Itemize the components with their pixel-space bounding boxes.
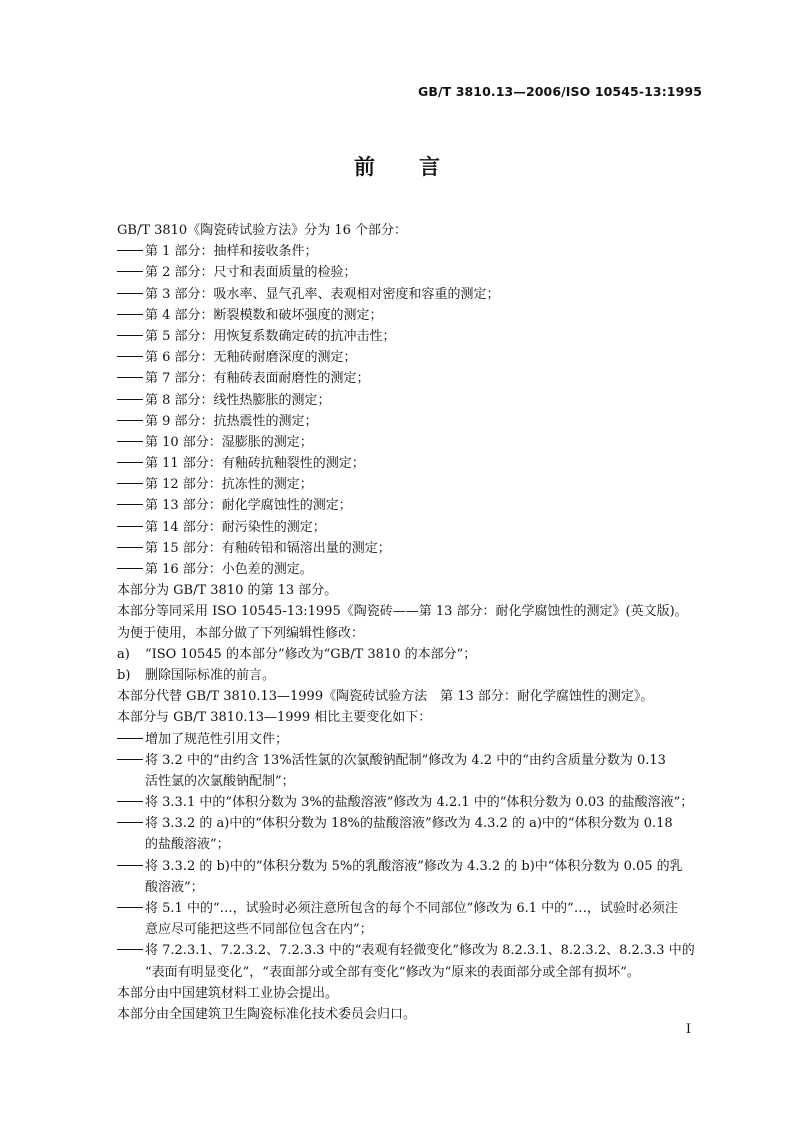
part-list-item [117, 411, 707, 432]
change-first-line [117, 750, 707, 771]
part-list-item [117, 559, 707, 580]
part-list-item [117, 284, 707, 305]
change-list-text: 意应尽可能把这些不同部位包含在内”； [145, 922, 373, 938]
em-dash-mark [117, 822, 143, 823]
change-list-text: 酸溶液”； [145, 879, 204, 895]
part-list-item [117, 326, 707, 347]
change-list-text: 将 3.2 中的“由约含 13%活性氯的次氯酸钠配制”修改为 4.2 中的“由约含质量分数为 0.13 [145, 752, 666, 768]
standard-code-header: GB/T 3810.13—2006/ISO 10545-13:1995 [417, 84, 702, 99]
change-list-text: 增加了规范性引用文件； [145, 731, 289, 747]
part-list-item-text: 第 12 部分：抗冻性的测定； [145, 477, 313, 493]
em-dash-mark [117, 420, 143, 421]
changes-list [117, 729, 707, 983]
change-list-item [117, 729, 707, 750]
part-list-item-text: 第 5 部分：用恢复系数确定砖的抗冲击性； [145, 328, 396, 344]
change-list-item [117, 813, 707, 855]
change-first-line [117, 940, 707, 961]
change-list-item [117, 940, 707, 982]
change-list-text: 将 3.3.2 的 b)中的“体积分数为 5%的乳酸溶液”修改为 4.3.2 的 b)中“体积分数为 0.05 的乳 [145, 858, 683, 874]
change-list-text: 将 5.1 中的“…，试验时必须注意所包含的每个不同部位”修改为 6.1 中的“…，试验时必须注 [145, 901, 678, 916]
em-dash-mark [117, 250, 143, 251]
em-dash-mark [117, 356, 143, 357]
replace-paragraph: 本部分代替 GB/T 3810.13—1999《陶瓷砖试验方法 第 13 部分：耐化学腐蚀性的测定》。 [117, 689, 654, 705]
part-list-item [117, 368, 707, 389]
change-list-text: 活性氯的次氯酸钠配制”； [145, 773, 295, 789]
part-list-item-text: 第 9 部分：抗热震性的测定； [145, 413, 318, 429]
part-list-item [117, 432, 707, 453]
em-dash-mark [117, 568, 143, 569]
em-dash-mark [117, 759, 143, 760]
part-list-item [117, 453, 707, 474]
change-first-line [117, 792, 707, 813]
em-dash-mark [117, 483, 143, 484]
edit-list-text: 删除国际标准的前言。 [145, 667, 276, 683]
intro-paragraph: GB/T 3810《陶瓷砖试验方法》分为 16 个部分： [117, 223, 408, 238]
part-list-item [117, 517, 707, 538]
part-list-item [117, 538, 707, 559]
part-list-item [117, 495, 707, 516]
part-list-item [117, 241, 707, 262]
em-dash-mark [117, 441, 143, 442]
part-list-item-text: 第 14 部分：耐污染性的测定； [145, 519, 326, 535]
part-list-item-text: 第 10 部分：湿膨胀的测定； [145, 434, 313, 450]
em-dash-mark [117, 271, 143, 272]
part-list-item-text: 第 11 部分：有釉砖抗釉裂性的测定； [145, 456, 365, 472]
part-list-item [117, 262, 707, 283]
change-list-text: 将 3.3.1 中的“体积分数为 3%的盐酸溶液”修改为 4.2.1 中的“体积分数为 0.03 的盐酸溶液”； [145, 795, 694, 811]
adopt-paragraph: 本部分等同采用 ISO 10545-13:1995《陶瓷砖——第 13 部分：耐化学腐蚀性的测定》(英文版)。 [117, 604, 688, 620]
change-list-item [117, 750, 707, 792]
em-dash-mark [117, 504, 143, 505]
parts-list [117, 241, 707, 580]
change-continuation-line [117, 962, 707, 983]
em-dash-mark [117, 526, 143, 527]
part-list-item-text: 第 3 部分：吸水率、显气孔率、表观相对密度和容重的测定； [145, 286, 500, 302]
centralized-paragraph: 本部分由全国建筑卫生陶瓷标准化技术委员会归口。 [117, 1006, 417, 1022]
change-list-item [117, 792, 707, 813]
page-number: I [685, 1022, 691, 1037]
proposed-paragraph: 本部分由中国建筑材料工业协会提出。 [117, 985, 339, 1001]
em-dash-mark [117, 399, 143, 400]
edit-list-label: b) [117, 667, 131, 683]
em-dash-mark [117, 907, 143, 908]
edit-list-text: “ISO 10545 的本部分”修改为“GB/T 3810 的本部分”； [145, 646, 477, 662]
part-list-item-text: 第 13 部分：耐化学腐蚀性的测定； [145, 498, 352, 514]
em-dash-mark [117, 377, 143, 378]
part-list-item-text: 第 1 部分：抽样和接收条件； [145, 244, 318, 260]
change-list-text: “表面有明显变化”，“表面部分或全部有变化”修改为“原来的表面部分或全部有损坏”。 [145, 964, 640, 980]
part-list-item [117, 474, 707, 495]
part-of-paragraph: 本部分为 GB/T 3810 的第 13 部分。 [117, 583, 338, 599]
part-list-item-text: 第 6 部分：无釉砖耐磨深度的测定； [145, 350, 357, 366]
part-list-item-text: 第 4 部分：断裂模数和破坏强度的测定； [145, 307, 383, 323]
change-list-item [117, 856, 707, 898]
changes-paragraph: 本部分与 GB/T 3810.13—1999 相比主要变化如下： [117, 710, 432, 726]
foreword-body [117, 220, 707, 1025]
edits-list [117, 644, 707, 686]
change-list-text: 将 3.3.2 的 a)中的“体积分数为 18%的盐酸溶液”修改为 4.3.2 的 a)中的“体积分数为 0.18 [145, 816, 673, 832]
change-first-line [117, 898, 707, 919]
part-list-item-text: 第 8 部分：线性热膨胀的测定； [145, 392, 331, 408]
em-dash-mark [117, 865, 143, 866]
edit-list-item [117, 665, 707, 686]
change-continuation-line [117, 771, 707, 792]
em-dash-mark [117, 462, 143, 463]
change-continuation-line [117, 877, 707, 898]
change-first-line [117, 813, 707, 834]
change-continuation-line [117, 919, 707, 940]
em-dash-mark [117, 738, 143, 739]
change-list-item [117, 898, 707, 940]
edit-paragraph: 为便于使用，本部分做了下列编辑性修改： [117, 625, 365, 641]
change-list-text: 的盐酸溶液”； [145, 837, 230, 853]
part-list-item [117, 390, 707, 411]
em-dash-mark [117, 949, 143, 950]
em-dash-mark [117, 314, 143, 315]
part-list-item [117, 305, 707, 326]
change-continuation-line [117, 834, 707, 855]
part-list-item-text: 第 2 部分：尺寸和表面质量的检验； [145, 265, 357, 281]
part-list-item-text: 第 15 部分：有釉砖铅和镉溶出量的测定； [145, 540, 391, 556]
change-first-line [117, 729, 707, 750]
part-list-item-text: 第 7 部分：有釉砖表面耐磨性的测定； [145, 371, 370, 387]
em-dash-mark [117, 335, 143, 336]
part-list-item [117, 347, 707, 368]
change-list-text: 将 7.2.3.1、7.2.3.2、7.2.3.3 中的“表观有轻微变化”修改为 8.2.3.1、8.2.3.2、8.2.3.3 中的 [145, 943, 695, 959]
part-list-item-text: 第 16 部分：小色差的测定。 [145, 562, 313, 577]
change-first-line [117, 856, 707, 877]
page-title: 前言 [354, 155, 484, 179]
em-dash-mark [117, 547, 143, 548]
em-dash-mark [117, 293, 143, 294]
edit-list-item [117, 644, 707, 665]
em-dash-mark [117, 801, 143, 802]
edit-list-label: a) [117, 646, 130, 662]
